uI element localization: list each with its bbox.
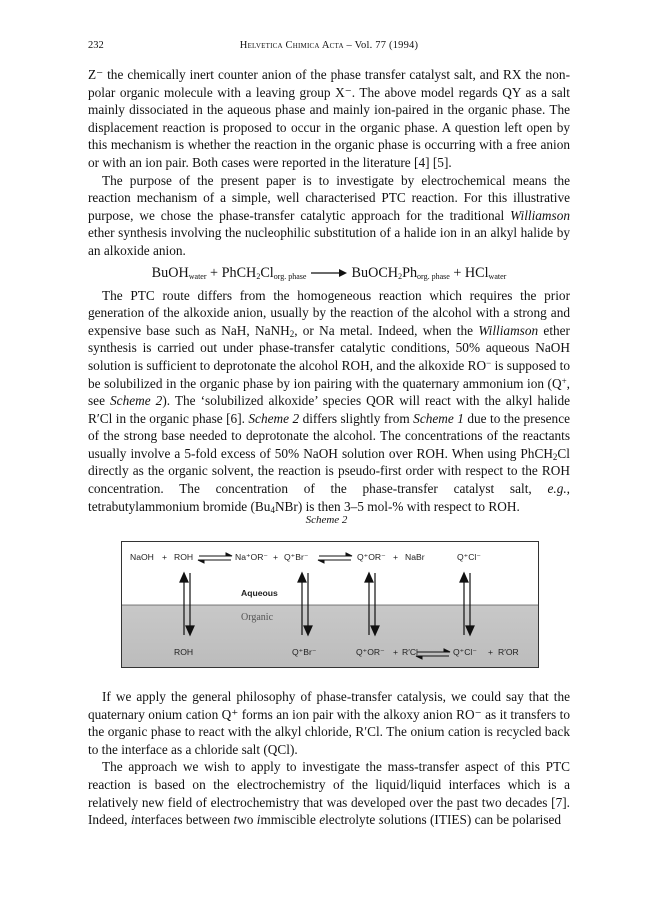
header-separator: – [346, 40, 352, 51]
williamson-italic: Williamson [510, 207, 570, 223]
scheme-na-or: Na⁺OR⁻ [235, 552, 268, 562]
scheme-q-br: Q⁺Br⁻ [284, 552, 309, 562]
paragraph-1: Z⁻ the chemically inert counter anion of the phase transfer catalyst salt, and RX the non-polar organic molecule with a leaving group X⁻. The above model regards QY as a salt mainly dissociated in the aqueous phase and mainly ion-paired in the organic phase. The displacement reaction is proposed to occur in the organic phase. A question left open by this mechanism is whether the reaction in the organic phase is occurring with a free anion or with an ion pair. Both cases were reported in the literature [4] [5]. [88, 67, 570, 170]
scheme-plus: + [393, 647, 399, 657]
paragraph-4: If we apply the general philosophy of phase-transfer catalysis, we could say that the quaternary onium cation Q⁺ forms an ion pair with the alkoxy anion RO⁻ as it transfers to the organic phase to react with the alkyl chloride, R′Cl. The onium cation is recycled back to the interface as a chloride salt (QCl). [88, 689, 570, 757]
scheme-2-figure [121, 541, 539, 668]
journal-volume: Vol. 77 (1994) [354, 40, 419, 51]
running-header [88, 40, 570, 56]
scheme-caption: Scheme 2 [305, 514, 348, 526]
reaction-arrow-icon [310, 268, 348, 278]
page-number: 232 [88, 40, 104, 51]
equilibrium-arrow-icon [318, 553, 352, 563]
scheme-ror-org: R′OR [498, 647, 519, 657]
scheme-roh: ROH [174, 552, 194, 562]
scheme-q-cl-org: Q⁺Cl⁻ [453, 647, 477, 657]
scheme-naoh: NaOH [130, 552, 154, 562]
vertical-transfer-arrow-icon [365, 573, 379, 635]
vertical-transfer-arrow-icon [180, 573, 194, 635]
organic-phase-label: Organic [241, 612, 274, 623]
main-text-lower [88, 688, 570, 829]
equilibrium-arrow-icon [416, 649, 450, 659]
journal-citation [88, 40, 570, 51]
paragraph-3: The PTC route differs from the homogeneous reaction which requires the prior generation of the alkoxide anion, usually by the reaction of the alcohol with a strong and expensive base such as NaH, NaNH$_2$, or Na metal. Indeed, when the Williamson ether synthesis is carried out under phase-transfer catalytic conditions, 50% aqueous NaOH solution is sufficient to deprotonate the alcohol ROH, and the alkoxide RO− is supposed to be solubilized in the organic phase by ion pairing with the quaternary ammonium ion (Q+, see Scheme 2). The ‘solubilized alkoxide’ species QOR will react with the alkyl halide R′Cl in the organic phase [6]. Scheme 2 differs slightly from Scheme 1 due to the presence of the strong base needed to deprotonate the alcohol. The concentrations of the reactants usually involve a 5-fold excess of 50% NaOH solution over ROH. When using PhCH$_2$Cl directly as the organic solvent, the reaction is pseudo-first order with respect to the ROH concentration. The concentration of the phase-transfer catalyst salt, e.g., tetrabutylammonium bromide $(Bu_4NBr)$ is then 3–5 mol-% with respect to ROH. [88, 287, 571, 515]
scheme-plus: + [273, 552, 279, 562]
equilibrium-arrow-icon [198, 553, 232, 563]
aqueous-phase-label: Aqueous [241, 588, 278, 598]
main-text-upper [88, 66, 570, 515]
vertical-transfer-arrow-icon [298, 573, 312, 635]
scheme-plus: + [162, 552, 168, 562]
scheme-nabr: NaBr [405, 552, 425, 562]
vertical-transfer-arrow-icon [460, 573, 474, 635]
scheme-rcl-org: R′Cl [402, 647, 418, 657]
scheme-plus: + [393, 552, 399, 562]
paragraph-5: The approach we wish to apply to investigate the mass-transfer aspect of this PTC reaction is based on the electrochemistry of the liquid/liquid interfaces which is a relatively new field of electrochemistry that was developed over the past two decades [7]. Indeed, interfaces between two immiscible electrolyte solutions (ITIES) can be polarised [88, 759, 570, 828]
scheme-roh-org: ROH [174, 647, 194, 657]
paragraph-2: The purpose of the present paper is to investigate by electrochemical means the reaction mechanism of a simple, well characterised PTC reaction. For this illustrative purpose, we chose the phase-transfer catalytic approach for the traditional Williamson ether synthesis involving the nucleophilic substitution of a halide ion in an alkyl halide by an alkoxide anion. [88, 172, 570, 258]
scheme-q-cl: Q⁺Cl⁻ [457, 552, 481, 562]
journal-name: Helvetica Chimica Acta [239, 40, 344, 51]
scheme-plus: + [488, 647, 494, 657]
scheme-q-br-org: Q⁺Br⁻ [292, 647, 317, 657]
scheme-q-or: Q⁺OR⁻ [357, 552, 386, 562]
reaction-equation: BuOH$_{water}$ + $PhCH_2Cl_{org. phase}$ $BuOCH_2Ph_{org. phase} + HCl_{water}$ [151, 264, 507, 281]
scheme-q-or-org: Q⁺OR⁻ [356, 647, 385, 657]
